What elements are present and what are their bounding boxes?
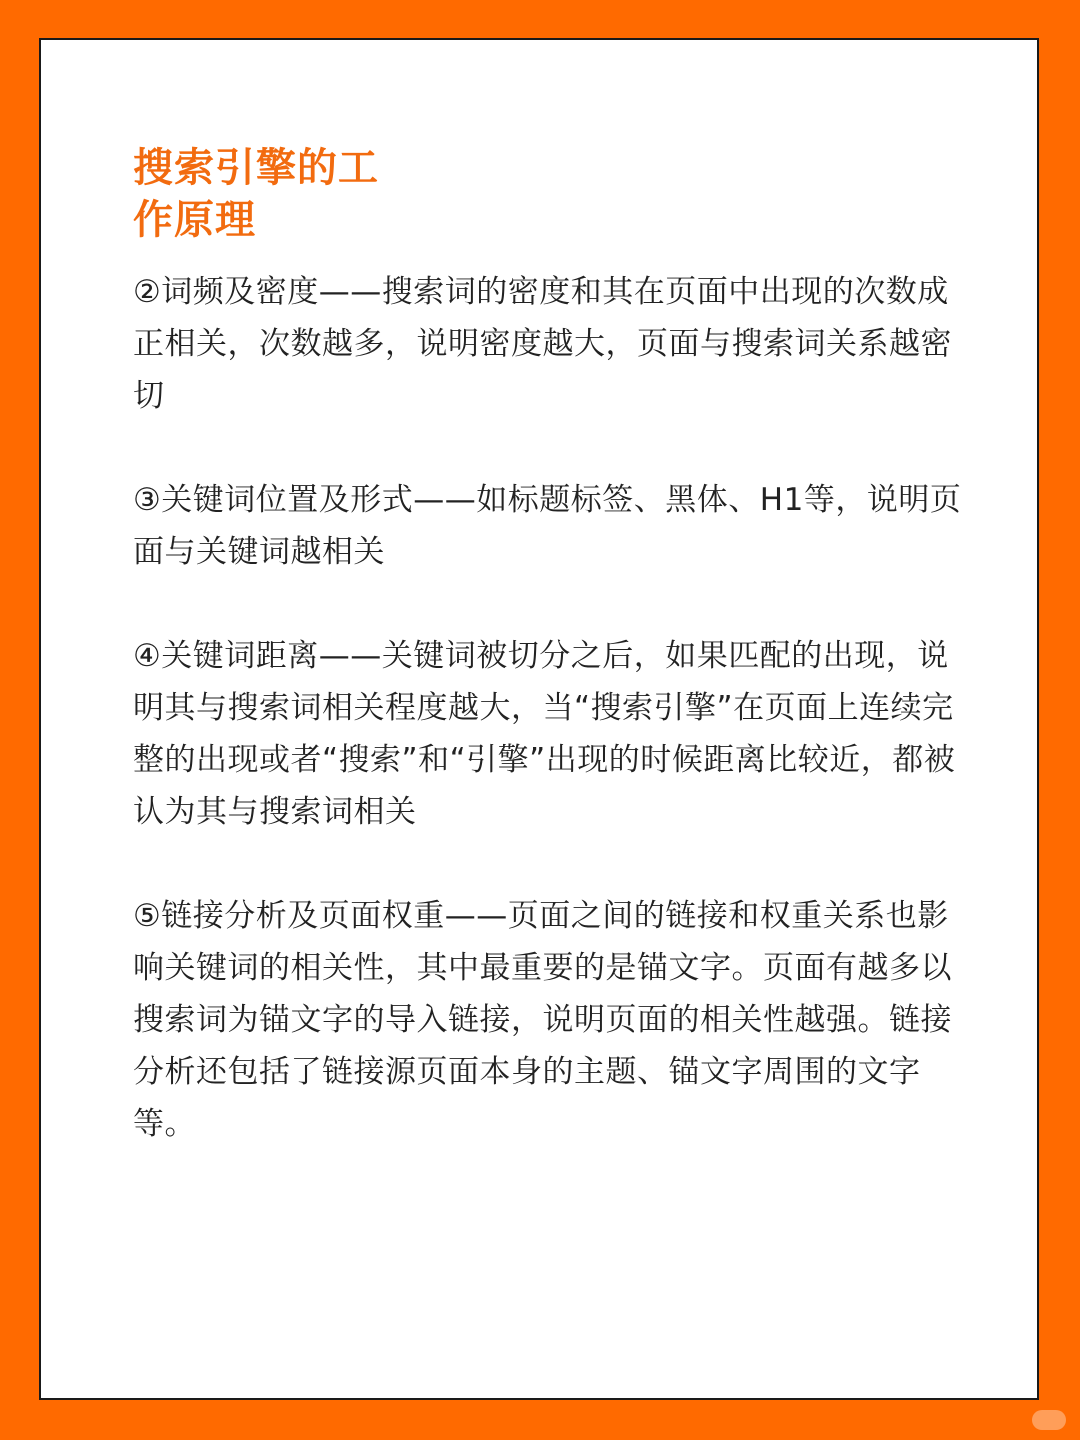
page-title xyxy=(133,142,379,246)
page-title-line-1: 搜索引擎的工 xyxy=(133,145,379,191)
paragraph-keyword-distance: ④关键词距离——关键词被切分之后，如果匹配的出现，说明其与搜索词相关程度越大，当“搜索引擎”在页面上连续完整的出现或者“搜索”和“引擎”出现的时候距离比较近，都被认为其与搜索词相关 xyxy=(133,638,956,830)
paragraph-term-frequency: ②词频及密度——搜索词的密度和其在页面中出现的次数成正相关，次数越多，说明密度越大，页面与搜索词关系越密切 xyxy=(133,274,952,414)
content-card xyxy=(39,38,1039,1400)
page-title-line-2: 作原理 xyxy=(133,197,256,243)
paragraph-keyword-position: ③关键词位置及形式——如标题标签、黑体、H1等，说明页面与关键词越相关 xyxy=(133,482,962,570)
article-body xyxy=(133,266,971,1202)
watermark-logo-icon xyxy=(1032,1410,1066,1430)
paragraph-link-analysis: ⑤链接分析及页面权重——页面之间的链接和权重关系也影响关键词的相关性，其中最重要的是锚文字。页面有越多以搜索词为锚文字的导入链接，说明页面的相关性越强。链接分析还包括了链接源页面本身的主题、锚文字周围的文字等。 xyxy=(133,898,952,1142)
